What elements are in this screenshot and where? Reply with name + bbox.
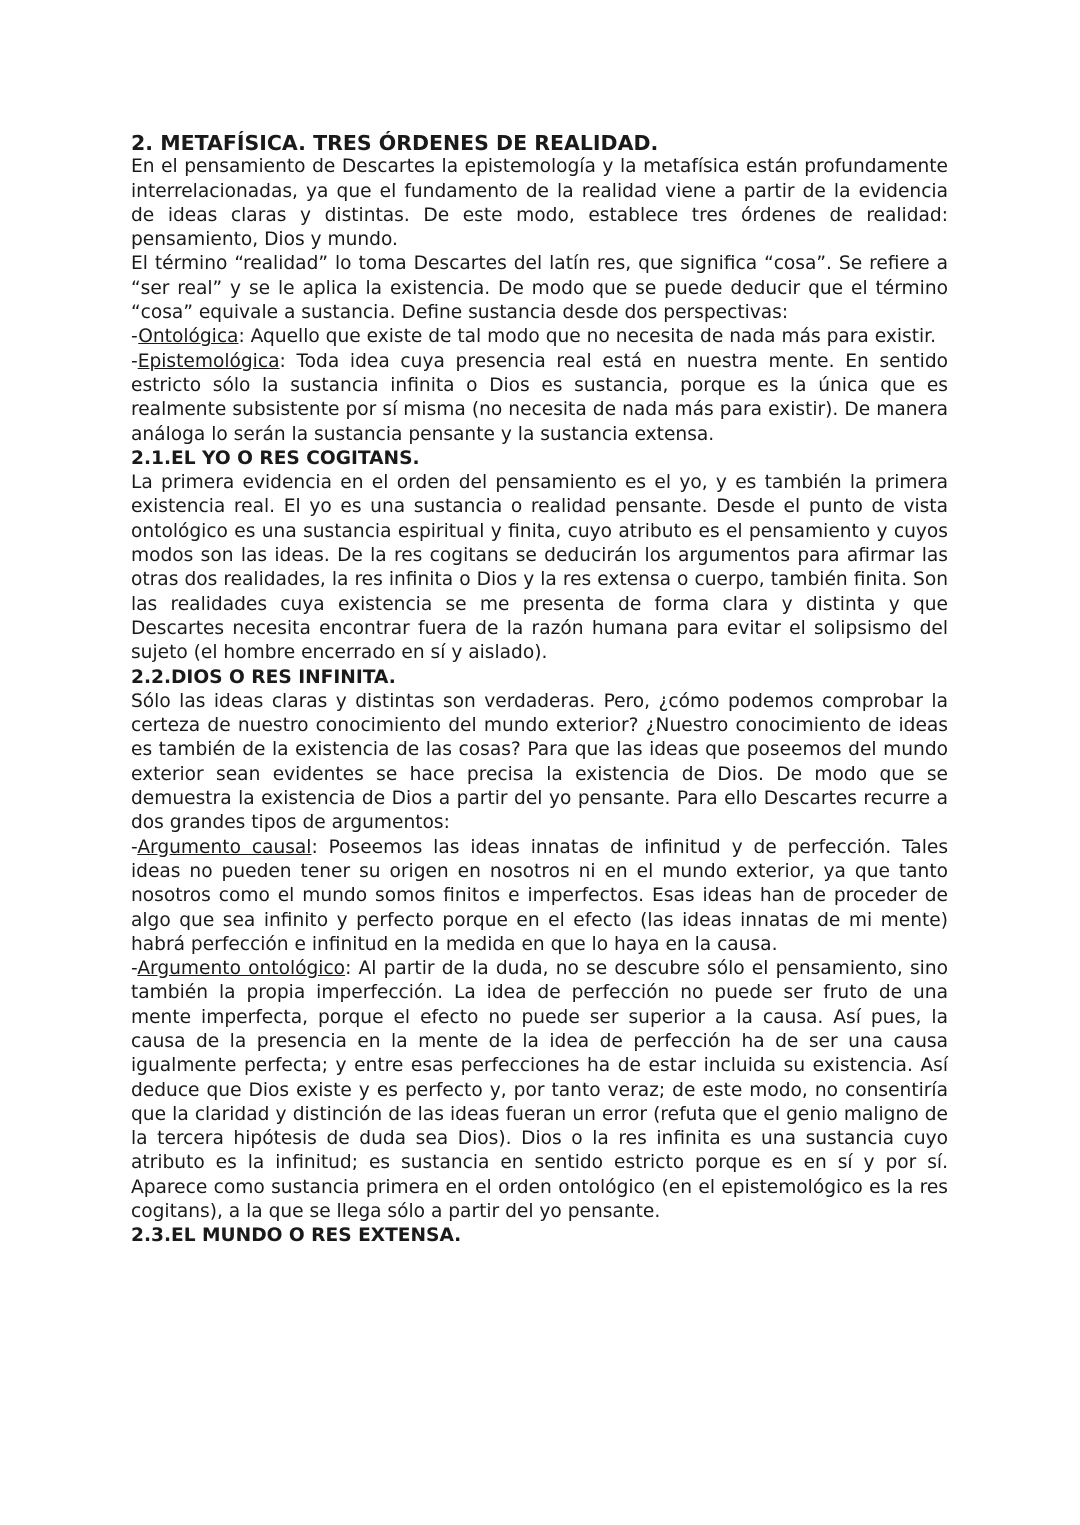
section-paragraph-dios: Sólo las ideas claras y distintas son verdaderas. Pero, ¿cómo podemos comprobar la certeza de nuestro conocimiento del mundo exterior? ¿Nuestro conocimiento de ideas es también de la existencia de las cosas? Para que las ideas que poseemos del mundo exterior sean evidentes se hace precisa la existencia de Dios. De modo que se demuestra la existencia de Dios a partir del yo pensante. Para ello Descartes recurre a dos grandes tipos de argumentos: xyxy=(131,690,948,834)
section-heading-mundo: 2.3.EL MUNDO O RES EXTENSA. xyxy=(131,1225,462,1247)
argument-label-ontologico: Argumento ontológico xyxy=(137,958,346,980)
section-paragraph-yo: La primera evidencia en el orden del pensamiento es el yo, y es también la primera existencia real. El yo es una sustancia o realidad pensante. Desde el punto de vista ontológico es una sustancia espiritual y finita, cuyo atributo es el pensamiento y cuyos modos son las ideas. De la res cogitans se deducirán los argumentos para afirmar las otras dos realidades, la res infinita o Dios y la res extensa o cuerpo, también finita. Son las realidades cuya existencia se me presenta de forma clara y distinta y que Descartes necesita encontrar fuera de la razón humana para evitar el solipsismo del sujeto (el hombre encerrado en sí y aislado). xyxy=(131,472,948,664)
section-heading-yo: 2.1.EL YO O RES COGITANS. xyxy=(131,447,420,469)
document-title: 2. METAFÍSICA. TRES ÓRDENES DE REALIDAD. xyxy=(131,131,659,155)
argument-text-ontologico: : Al partir de la duda, no se descubre sólo el pensamiento, sino también la propia imperfección. La idea de perfección no puede ser fruto de una mente imperfecta, porque el efecto no puede ser superior a la causa. Así pues, la causa de la presencia en la mente de la idea de perfección ha de ser una causa igualmente perfecta; y entre esas perfecciones ha de estar incluida su existencia. Así deduce que Dios existe y es perfecto y, por tanto veraz; de este modo, no consentiría que la claridad y distinción de las ideas fueran un error (refuta que el genio maligno de la tercera hipótesis de duda sea Dios). Dios o la res infinita es una sustancia cuyo atributo es la infinitud; es sustancia en sentido estricto porque es en sí y por sí. Aparece como sustancia primera en el orden ontológico (en el epistemológico es la res cogitans), a la que se llega sólo a partir del yo pensante. xyxy=(131,958,948,1223)
definition-text-ontologica: : Aquello que existe de tal modo que no necesita de nada más para existir. xyxy=(238,326,937,348)
definition-ontologica xyxy=(131,325,948,349)
realidad-paragraph: El término “realidad” lo toma Descartes del latín res, que significa “cosa”. Se refiere a “ser real” y se le aplica la existencia. De modo que se puede deducir que el término “cosa” equivale a sustancia. Define sustancia desde dos perspectivas: xyxy=(131,253,948,324)
definition-prefix: - xyxy=(131,350,138,372)
intro-paragraph: En el pensamiento de Descartes la epistemología y la metafísica están profundamente interrelacionadas, ya que el fundamento de la realidad viene a partir de la evidencia de ideas claras y distintas. De este modo, establece tres órdenes de realidad: pensamiento, Dios y mundo. xyxy=(131,156,948,251)
definition-label-epistemologica: Epistemológica xyxy=(137,350,280,372)
definition-prefix: - xyxy=(131,326,139,348)
section-heading-dios: 2.2.DIOS O RES INFINITA. xyxy=(131,666,396,688)
argument-text-causal: : Poseemos las ideas innatas de infinitud y de perfección. Tales ideas no pueden tener su origen en nosotros ni en el mundo exterior, ya que tanto nosotros como el mundo somos finitos e imperfectos. Esas ideas han de proceder de algo que sea infinito y perfecto porque en el efecto (las ideas innatas de mi mente) habrá perfección e infinitud en la medida en que lo haya en la causa. xyxy=(131,836,949,955)
argument-causal xyxy=(131,836,948,957)
argument-prefix: - xyxy=(131,836,138,858)
argument-label-causal: Argumento causal xyxy=(137,836,312,858)
argument-ontologico xyxy=(131,957,948,1224)
definition-text-epistemologica: : Toda idea cuya presencia real está en nuestra mente. En sentido estricto sólo la sustancia infinita o Dios es sustancia, porque es la única que es realmente subsistente por sí misma (no necesita de nada más para existir). De manera análoga lo serán la sustancia pensante y la sustancia extensa. xyxy=(131,350,948,445)
definition-label-ontologica: Ontológica xyxy=(138,326,239,348)
definition-epistemologica xyxy=(131,350,948,447)
argument-prefix: - xyxy=(131,958,138,980)
document-page xyxy=(131,131,948,1249)
